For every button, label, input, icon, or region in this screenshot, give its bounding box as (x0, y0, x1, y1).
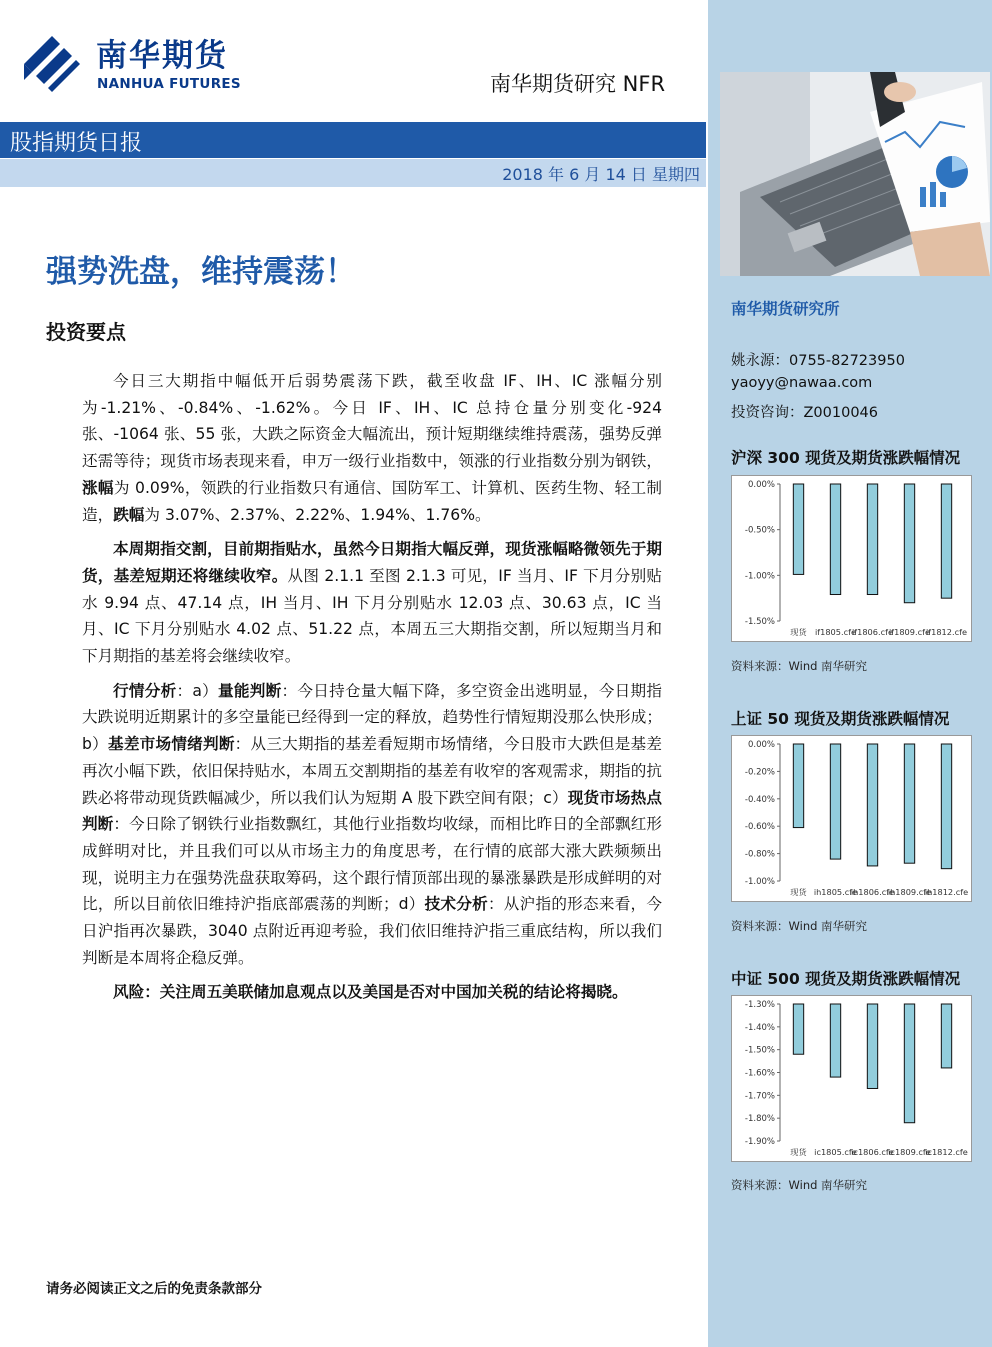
y-tick-label: -1.60% (744, 1068, 775, 1079)
y-tick-label: -0.20% (744, 767, 775, 778)
x-tick-label: ic1812.cfe (925, 1147, 968, 1157)
chart-sz50 (731, 735, 972, 902)
y-tick-label: -1.00% (744, 877, 775, 887)
chart-hs300 (731, 475, 972, 642)
paragraph-2: 本周期指交割，目前期指贴水，虽然今日期指大幅反弹，现货涨幅略微领先于期货，基差短期还将继续收窄。从图 2.1.1 至图 2.1.3 可见，IF 当月、IF 下月分别贴水 9.94 点、47.14 点，IH 当月、IH 下月分别贴水 12.03 点、30.63 点，IC 当月、IC 下月分别贴水 4.02 点、51.22 点，本周五三大期指交割，所以短期当月和下月期指的基差将会继续收窄。 (82, 540, 662, 666)
y-tick-label: -0.50% (744, 525, 775, 536)
x-tick-label: ih1806.cfe (850, 887, 895, 897)
bar (830, 744, 840, 859)
bar (941, 484, 951, 598)
y-tick-label: -1.50% (744, 617, 775, 627)
x-tick-label: ic1809.cfe (888, 1147, 931, 1157)
bar (793, 484, 803, 574)
bar (904, 744, 914, 863)
x-tick-label: ih1805.cfe (813, 887, 858, 897)
y-tick-label: -1.90% (744, 1137, 775, 1147)
body-text (82, 368, 662, 1014)
headline: 强势洗盘，维持震荡！ (46, 254, 356, 290)
y-tick-label: -1.80% (744, 1114, 775, 1125)
bar (830, 484, 840, 595)
section-title: 投资要点 (46, 320, 126, 344)
x-tick-label: if1805.cfe (814, 627, 857, 637)
bar (904, 1004, 914, 1123)
bar (904, 484, 914, 603)
paragraph-risk: 风险：关注周五美联储加息观点以及美国是否对中国加关税的结论将揭晓。 (113, 983, 628, 1002)
institute-name: 南华期货研究所 (731, 300, 840, 318)
report-date: 2018 年 6 月 14 日 星期四 (502, 165, 700, 184)
y-tick-label: -1.50% (744, 1045, 775, 1056)
chart-zz500 (731, 995, 972, 1162)
y-tick-label: -0.60% (744, 822, 775, 833)
source-note: 资料来源：Wind 南华研究 (731, 659, 868, 673)
analyst-email[interactable]: yaoyy@nawaa.com (731, 375, 873, 391)
analyst-contact: 姚永源：0755-82723950 (731, 353, 905, 369)
bar (793, 744, 803, 828)
x-tick-label: 现货 (790, 887, 807, 897)
bar (867, 744, 877, 866)
x-tick-label: if1809.cfe (888, 627, 931, 637)
y-tick-label: -0.80% (744, 849, 775, 860)
x-tick-label: ih1812.cfe (924, 887, 969, 897)
bar (941, 1004, 951, 1068)
chart-title-hs300: 沪深 300 现货及期货涨跌幅情况 (731, 449, 961, 467)
chart-svg-zz500 (732, 996, 971, 1161)
chart-title-sz50: 上证 50 现货及期货涨跌幅情况 (731, 710, 950, 728)
x-tick-label: if1806.cfe (851, 627, 894, 637)
license-number: 投资咨询：Z0010046 (731, 405, 879, 421)
source-note: 资料来源：Wind 南华研究 (731, 919, 868, 933)
bar (830, 1004, 840, 1077)
paragraph-1: 今日三大期指中幅低开后弱势震荡下跌，截至收盘 IF、IH、IC 涨幅分别为-1.21%、-0.84%、-1.62%。今日 IF、IH、IC 总持仓量分别变化-924 张、-1064 张、55 张，大跌之际资金大幅流出，预计短期继续维持震荡，强势反弹还需等待；现货市场表现来看，申万一级行业指数中，领涨的行业指数分别为钢铁，涨幅为 0.09%，领跌的行业指数只有通信、国防军工、计算机、医药生物、轻工制造，跌幅为 3.07%、2.37%、2.22%、1.94%、1.76%。 (82, 372, 662, 524)
chart-svg-sz50 (732, 736, 971, 901)
nanhua-logo (20, 32, 84, 94)
report-title: 股指期货日报 (10, 131, 143, 156)
x-tick-label: if1812.cfe (925, 627, 968, 637)
y-tick-label: -1.30% (744, 1000, 775, 1010)
logo-cn-text: 南华期货 (96, 38, 228, 74)
x-tick-label: ic1805.cfe (814, 1147, 857, 1157)
bar (867, 484, 877, 595)
y-tick-label: -1.40% (744, 1022, 775, 1033)
source-note: 资料来源：Wind 南华研究 (731, 1178, 868, 1192)
y-tick-label: -0.40% (744, 794, 775, 805)
chart-svg-hs300 (732, 476, 971, 641)
laptop-photo (720, 72, 990, 276)
x-tick-label: 现货 (790, 1147, 807, 1157)
bar (867, 1004, 877, 1088)
disclaimer: 请务必阅读正文之后的免责条款部分 (46, 1281, 262, 1297)
bar (793, 1004, 803, 1054)
bar (941, 744, 951, 869)
research-label: 南华期货研究 NFR (490, 72, 666, 96)
x-tick-label: 现货 (790, 627, 807, 637)
x-tick-label: ic1806.cfe (851, 1147, 894, 1157)
y-tick-label: -1.00% (744, 571, 775, 582)
y-tick-label: 0.00% (747, 480, 775, 490)
y-tick-label: 0.00% (747, 740, 775, 750)
y-tick-label: -1.70% (744, 1091, 775, 1102)
paragraph-3: 行情分析：a）量能判断：今日持仓量大幅下降，多空资金出逃明显，今日期指大跌说明近期累计的多空量能已经得到一定的释放，趋势性行情短期没那么快形成；b）基差市场情绪判断：从三大期指的基差看短期市场情绪，今日股市大跌但是基差再次小幅下跌，依旧保持贴水，本周五交割期指的基差有收窄的客观需求，期指的抗跌必将带动现货跌幅减少，所以我们认为短期 A 股下跌空间有限；c）现货市场热点判断：今日除了钢铁行业指数飘红，其他行业指数均收绿，而相比昨日的全部飘红形成鲜明对比，并且我们可以从市场主力的角度思考，在行情的底部大涨大跌频频出现，说明主力在强势洗盘获取筹码，这个跟行情顶部出现的暴涨暴跌是形成鲜明的对比，所以目前依旧维持沪指底部震荡的判断；d）技术分析：从沪指的形态来看，今日沪指再次暴跌，3040 点附近再迎考验，我们依旧维持沪指三重底结构，所以我们判断是本周将企稳反弹。 (82, 681, 662, 967)
x-tick-label: ih1809.cfe (887, 887, 932, 897)
logo-en-text: NANHUA FUTURES (97, 76, 241, 92)
chart-title-zz500: 中证 500 现货及期货涨跌幅情况 (731, 970, 961, 988)
